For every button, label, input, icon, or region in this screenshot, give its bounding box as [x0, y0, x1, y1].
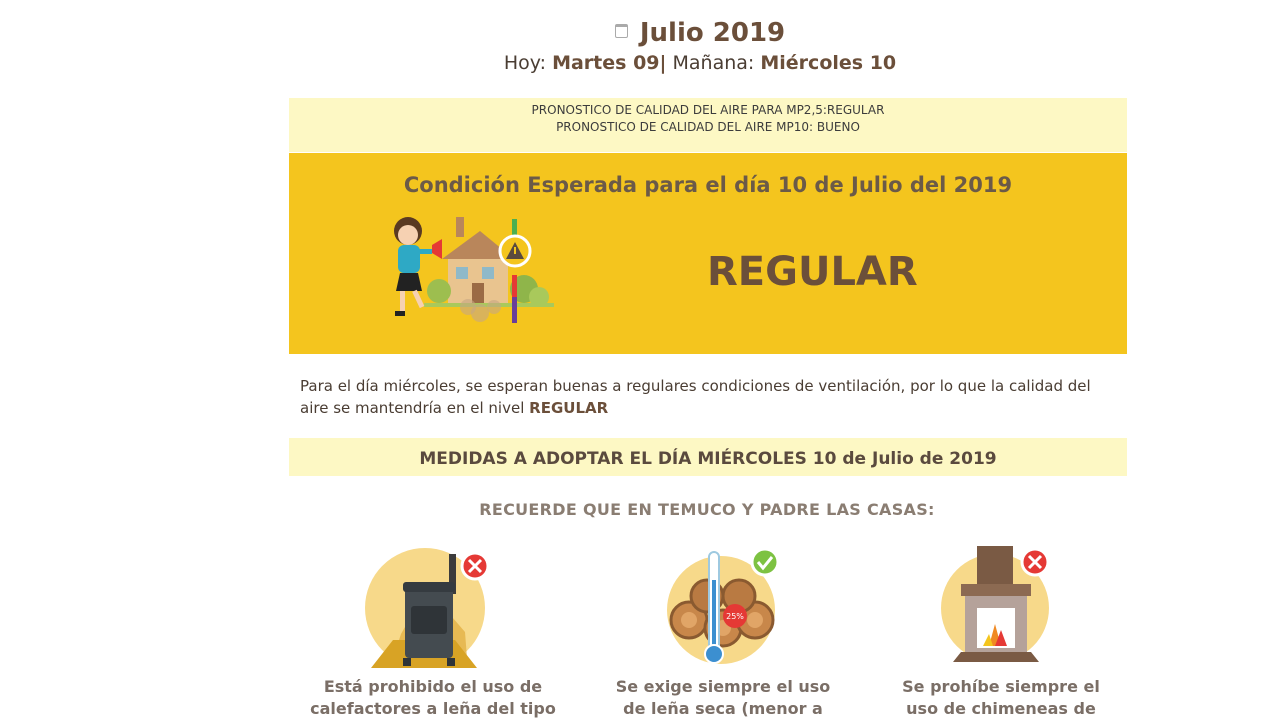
measures-title: MEDIDAS A ADOPTAR EL DÍA MIÉRCOLES 10 de Julio de 2019	[419, 449, 997, 469]
condition-description	[300, 375, 1120, 419]
reminder-title: RECUERDE QUE EN TEMUCO Y PADRE LAS CASAS:	[479, 500, 935, 519]
measures-banner	[289, 438, 1127, 476]
description-level: REGULAR	[529, 399, 609, 417]
month-title	[0, 16, 1280, 50]
today-value: Martes 09	[552, 52, 660, 74]
forecast-mp25: PRONOSTICO DE CALIDAD DEL AIRE PARA MP2,5:REGULAR	[531, 103, 885, 117]
forecast-box	[289, 98, 1127, 152]
today-label: Hoy:	[503, 52, 547, 74]
wood-stove-icon	[363, 546, 503, 672]
moisture-badge: 25%	[726, 612, 744, 621]
fireplace-icon	[931, 546, 1071, 672]
woman-house-smoke-illustration	[384, 211, 564, 331]
month-label: Julio 2019	[639, 18, 786, 48]
condition-level: REGULAR	[707, 249, 918, 295]
reminder-heading	[0, 500, 1280, 519]
tomorrow-label: Mañana:	[672, 52, 755, 74]
description-text: Para el día miércoles, se esperan buenas a regulares condiciones de ventilación, por lo que la calidad del aire se mantendría en el nivel	[300, 377, 1091, 417]
item-text: Se prohíbe siempre el uso de chimeneas de	[902, 677, 1100, 718]
measure-item-stove	[300, 546, 566, 720]
calendar-icon	[615, 24, 628, 38]
measure-item-fireplace	[870, 546, 1132, 720]
item-text: Está prohibido el uso de calefactores a leña del tipo	[310, 677, 556, 718]
today-tomorrow-row	[0, 52, 1280, 74]
forecast-mp10: PRONOSTICO DE CALIDAD DEL AIRE MP10: BUENO	[556, 120, 860, 134]
condition-panel	[289, 153, 1127, 354]
tomorrow-value: Miércoles 10	[760, 52, 897, 74]
dry-firewood-icon	[653, 546, 793, 672]
date-header	[0, 16, 1280, 74]
measure-item-firewood	[592, 546, 854, 720]
condition-title: Condición Esperada para el día 10 de Julio del 2019	[403, 173, 1013, 197]
item-text: Se exige siempre el uso de leña seca (menor a	[615, 677, 831, 718]
date-separator: |	[659, 52, 667, 74]
